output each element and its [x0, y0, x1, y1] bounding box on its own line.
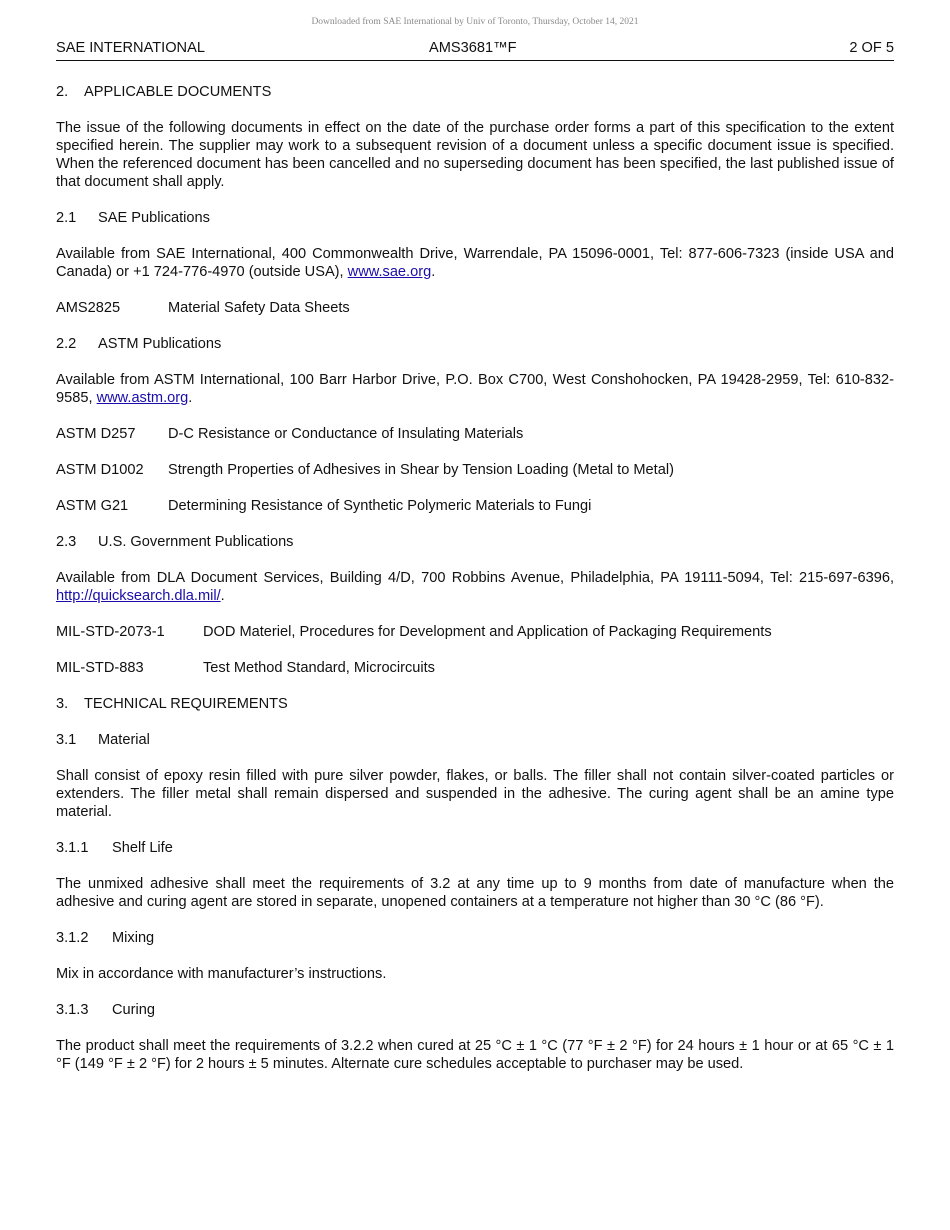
dla-website-link[interactable]: http://quicksearch.dla.mil/ [56, 588, 221, 604]
section-title: U.S. Government Publications [98, 534, 294, 550]
section-title: SAE Publications [98, 210, 210, 226]
reference-item [56, 659, 894, 677]
sae-website-link[interactable]: www.sae.org [347, 264, 432, 280]
astm-website-link[interactable]: www.astm.org [96, 390, 189, 406]
shelf-life-paragraph: The unmixed adhesive shall meet the requirements of 3.2 at any time up to 9 months from date of manufacture when the adhesive and curing agent are stored in separate, unopened containers at a temperature not higher than 30 °C (86 °F). [56, 876, 894, 910]
section-2-intro: The issue of the following documents in effect on the date of the purchase order forms a part of this specification to the extent specified herein. The supplier may work to a subsequent revision of a document unless a specific document issue is specified. When the referenced document has been cancelled and no superseding document has been specified, the last published issue of that document shall apply. [56, 120, 894, 190]
reference-title: Test Method Standard, Microcircuits [203, 660, 435, 676]
section-title: Shelf Life [112, 840, 173, 856]
reference-item [56, 623, 894, 641]
section-3-1-1-heading [56, 839, 894, 857]
section-2-1-heading [56, 209, 894, 227]
reference-code: ASTM D257 [56, 426, 136, 442]
reference-code: MIL-STD-2073-1 [56, 624, 165, 640]
section-number: 3.1.1 [56, 840, 89, 856]
header-document-number: AMS3681™F [429, 40, 517, 56]
section-title: Material [98, 732, 150, 748]
mixing-paragraph: Mix in accordance with manufacturer’s instructions. [56, 966, 387, 982]
reference-code: AMS2825 [56, 300, 121, 316]
reference-item [56, 497, 894, 515]
availability-text: Available from DLA Document Services, Building 4/D, 700 Robbins Avenue, Philadelphia, PA 19111-5094, Tel: 215-697-6396, [56, 570, 894, 586]
section-2-2-heading [56, 335, 894, 353]
astm-availability [56, 371, 894, 407]
dla-availability [56, 569, 894, 605]
punctuation: . [431, 264, 436, 280]
running-header [56, 38, 894, 61]
curing-paragraph: The product shall meet the requirements of 3.2.2 when cured at 25 °C ± 1 °C (77 °F ± 2 °F) for 24 hours ± 1 hour or at 65 °C ± 1 °F (149 °F ± 2 °F) for 2 hours ± 5 minutes. Alternate cure schedules acceptable to purchaser may be used. [56, 1038, 894, 1072]
section-3-1-3-heading [56, 1001, 894, 1019]
section-number: 3.1 [56, 732, 77, 748]
availability-text: Available from SAE International, 400 Commonwealth Drive, Warrendale, PA 15096-0001, Tel: 877-606-7323 (inside USA and Canada) or +1 724-776-4970 (outside USA), [56, 246, 894, 280]
section-number: 2.1 [56, 210, 77, 226]
section-title: Curing [112, 1002, 155, 1018]
section-title: ASTM Publications [98, 336, 222, 352]
section-title: TECHNICAL REQUIREMENTS [84, 696, 288, 712]
reference-code: ASTM D1002 [56, 462, 144, 478]
section-number: 2. [56, 84, 69, 100]
section-2-heading [56, 83, 894, 101]
section-number: 3. [56, 696, 69, 712]
section-number: 3.1.3 [56, 1002, 89, 1018]
section-number: 2.2 [56, 336, 77, 352]
reference-code: MIL-STD-883 [56, 660, 144, 676]
section-number: 2.3 [56, 534, 77, 550]
sae-availability [56, 245, 894, 281]
punctuation: . [220, 588, 225, 604]
reference-title: D-C Resistance or Conductance of Insulating Materials [168, 426, 524, 442]
section-title: Mixing [112, 930, 155, 946]
reference-item [56, 425, 894, 443]
material-paragraph: Shall consist of epoxy resin filled with pure silver powder, flakes, or balls. The filler shall not contain silver-coated particles or extenders. The filler metal shall remain dispersed and suspended in the adhesive. The curing agent shall be an amine type material. [56, 768, 894, 820]
download-watermark: Downloaded from SAE International by Univ of Toronto, Thursday, October 14, 2021 [311, 17, 639, 27]
header-page-number: 2 OF 5 [849, 40, 894, 56]
availability-text: Available from ASTM International, 100 Barr Harbor Drive, P.O. Box C700, West Conshohocken, PA 19428-2959, Tel: 610-832-9585, [56, 372, 894, 406]
section-3-heading [56, 695, 894, 713]
reference-code: ASTM G21 [56, 498, 129, 514]
section-number: 3.1.2 [56, 930, 89, 946]
reference-title: Strength Properties of Adhesives in Shear by Tension Loading (Metal to Metal) [168, 462, 674, 478]
reference-title: Determining Resistance of Synthetic Polymeric Materials to Fungi [168, 498, 592, 514]
section-3-1-2-heading [56, 929, 894, 947]
section-2-3-heading [56, 533, 894, 551]
punctuation: . [188, 390, 193, 406]
section-title: APPLICABLE DOCUMENTS [84, 84, 272, 100]
section-3-1-heading [56, 731, 894, 749]
reference-title: DOD Materiel, Procedures for Development and Application of Packaging Requirements [203, 624, 772, 640]
reference-item [56, 461, 894, 479]
document-body [56, 83, 894, 1091]
reference-item [56, 299, 894, 317]
reference-title: Material Safety Data Sheets [168, 300, 350, 316]
header-organization: SAE INTERNATIONAL [56, 40, 205, 56]
